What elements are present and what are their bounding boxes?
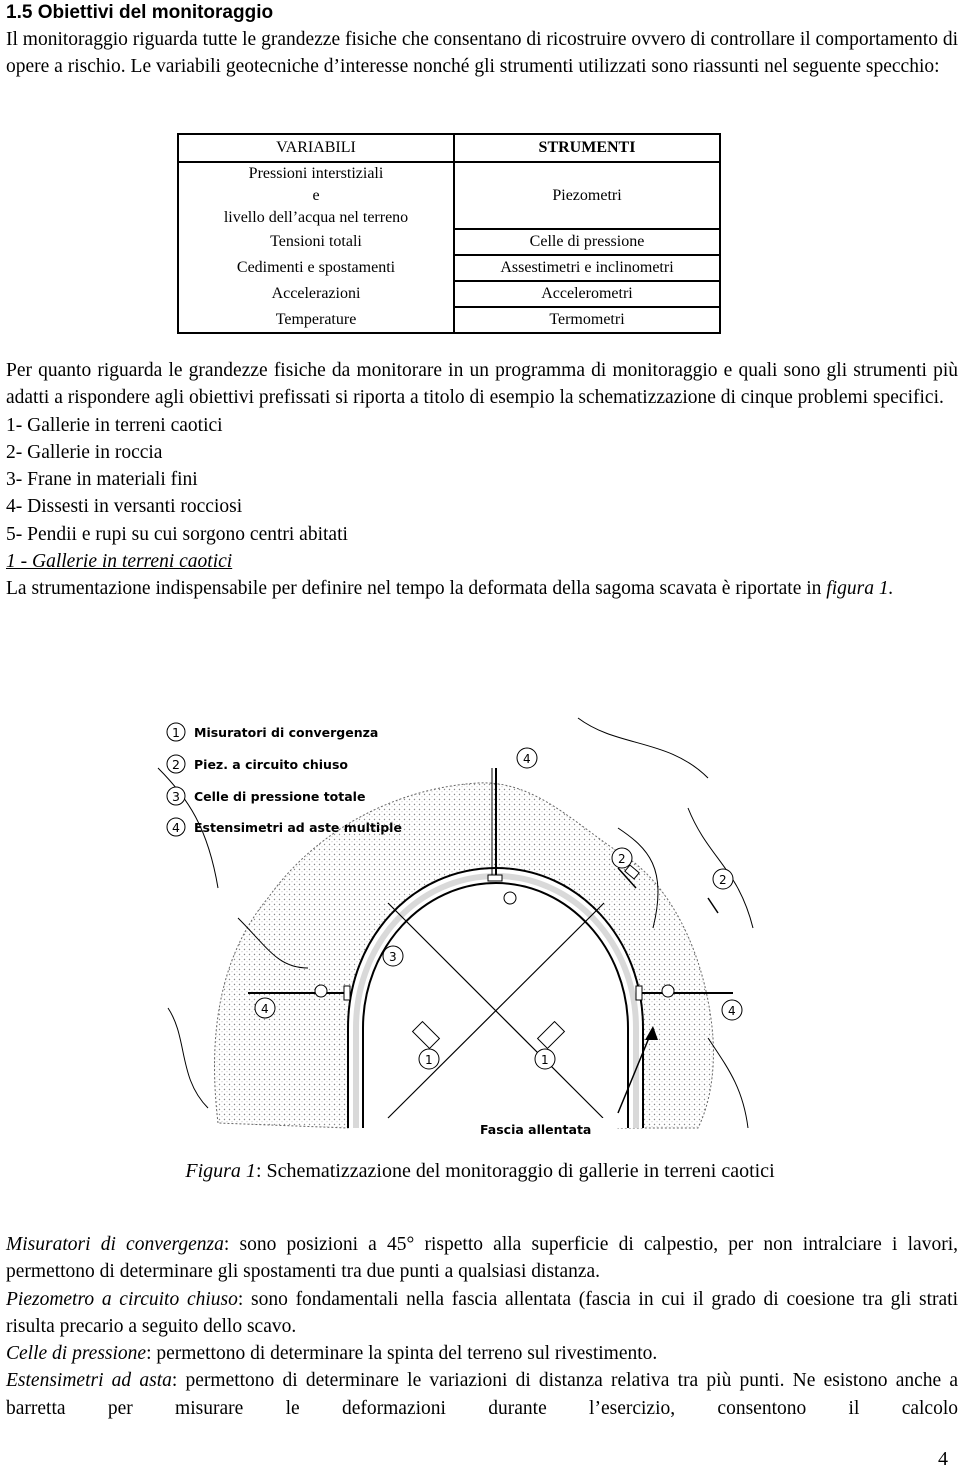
table-cell-strum: Accelerometri (454, 281, 720, 307)
marker: 1 (541, 1053, 549, 1067)
list-item: 2- Gallerie in roccia (6, 441, 163, 463)
caption-text: : Schematizzazione del monitoraggio di gallerie in terreni caotici (255, 1160, 775, 1182)
tunnel-diagram (148, 708, 759, 1144)
variables-instruments-table (177, 133, 721, 334)
marker: 1 (425, 1053, 433, 1067)
paragraph-text: La strumentazione indispensabile per definire nel tempo la deformata della sagoma scavata è riportate in (6, 578, 827, 600)
table-cell-var (178, 162, 454, 229)
marker: 4 (261, 1002, 269, 1016)
table-cell-strum: Piezometri (454, 162, 720, 229)
cell-line: livello dell’acqua nel terreno (223, 209, 409, 226)
paragraph-problems: Per quanto riguarda le grandezze fisiche da monitorare in un programma di monitoraggio e quali sono gli strumenti più adatti a rispondere agli obiettivi prefissati si riporta a titolo di esempio la schematizzazione di cinque problemi specifici. (6, 360, 958, 409)
legend-num: 1 (172, 725, 180, 740)
definition-text: : sono fondamentali nella fascia allentata (fascia in cui il grado di coesione tra gli strati risulta precario a seguito dello scavo. (6, 1288, 958, 1337)
legend-label: Celle di pressione totale (194, 789, 366, 804)
definition-text: : sono posizioni a 45° rispetto alla superficie di calpestio, per non intralciare i lavori, permettono di determinare gli spostamenti tra due punti a qualsiasi distanza. (6, 1234, 958, 1283)
definition-term: Estensimetri ad asta (6, 1370, 172, 1392)
section-heading: 1.5 Obiettivi del monitoraggio (6, 2, 274, 23)
marker: 2 (719, 873, 727, 887)
definition-term: Misuratori di convergenza (6, 1234, 224, 1255)
list-item: 1- Gallerie in terreni caotici (6, 414, 223, 436)
definition (6, 1231, 958, 1286)
table-cell-strum: Termometri (454, 307, 720, 333)
marker: 4 (523, 752, 531, 766)
page-number: 4 (938, 1448, 948, 1470)
definitions-section (6, 1231, 958, 1422)
cell-line: e (312, 187, 320, 204)
figure-caption (0, 1160, 960, 1183)
marker: 3 (389, 950, 397, 964)
figure-link: figura 1. (826, 578, 894, 600)
legend-label: Piez. a circuito chiuso (194, 757, 348, 772)
definition-term: Celle di pressione (6, 1343, 147, 1365)
legend-num: 3 (172, 789, 180, 804)
marker: 2 (618, 852, 626, 866)
subheading: 1 - Gallerie in terreni caotici (6, 551, 233, 573)
list-item: 5- Pendii e rupi su cui sorgono centri abitati (6, 523, 348, 545)
cell-line: Pressioni interstiziali (248, 165, 384, 182)
definition-text: : permettono di determinare la spinta del terreno sul rivestimento. (146, 1343, 658, 1365)
intro-paragraph: Il monitoraggio riguarda tutte le grandezze fisiche che consentano di ricostruire ovvero di controllare il comportamento di opere a rischio. Le variabili geotecniche d’interesse nonché gli strumenti utilizzati sono riassunti nel seguente specchio: (6, 29, 958, 78)
caption-figure-label: Figura 1 (185, 1160, 256, 1182)
definition (6, 1286, 958, 1341)
pressure-cell (315, 985, 327, 997)
legend-num: 2 (172, 757, 180, 772)
marker: 4 (728, 1004, 736, 1018)
pressure-cell (504, 892, 516, 904)
table-cell-var: Accelerazioni (178, 281, 454, 307)
col-header-variabili: VARIABILI (178, 134, 454, 162)
table-cell-var: Tensioni totali (178, 229, 454, 255)
table-cell-strum: Celle di pressione (454, 229, 720, 255)
list-item: 3- Frane in materiali fini (6, 469, 198, 491)
paragraph-figure-ref (6, 575, 958, 602)
col-header-strumenti: STRUMENTI (454, 134, 720, 162)
definition (6, 1340, 958, 1367)
body-section (6, 357, 958, 603)
table-cell-strum: Assestimetri e inclinometri (454, 255, 720, 281)
tunnel-figure (148, 708, 759, 1144)
table-cell-var: Temperature (178, 307, 454, 333)
page-content (6, 0, 958, 81)
legend-num: 4 (172, 820, 180, 835)
list-item: 4- Dissesti in versanti rocciosi (6, 496, 243, 518)
legend-label: Estensimetri ad aste multiple (194, 820, 402, 835)
figure-legend (167, 723, 402, 836)
definition-term: Piezometro a circuito chiuso (6, 1288, 238, 1310)
table-cell-var: Cedimenti e spostamenti (178, 255, 454, 281)
legend-label: Misuratori di convergenza (194, 725, 379, 740)
pressure-cell (662, 985, 674, 997)
definition (6, 1367, 958, 1422)
fascia-label: Fascia allentata (480, 1122, 592, 1137)
definition-text: : permettono di determinare le variazioni di distanza relativa tra più punti. Ne esistono anche a barretta per misurare le deformazioni durante l’esercizio, consentono il calcolo (6, 1370, 959, 1419)
